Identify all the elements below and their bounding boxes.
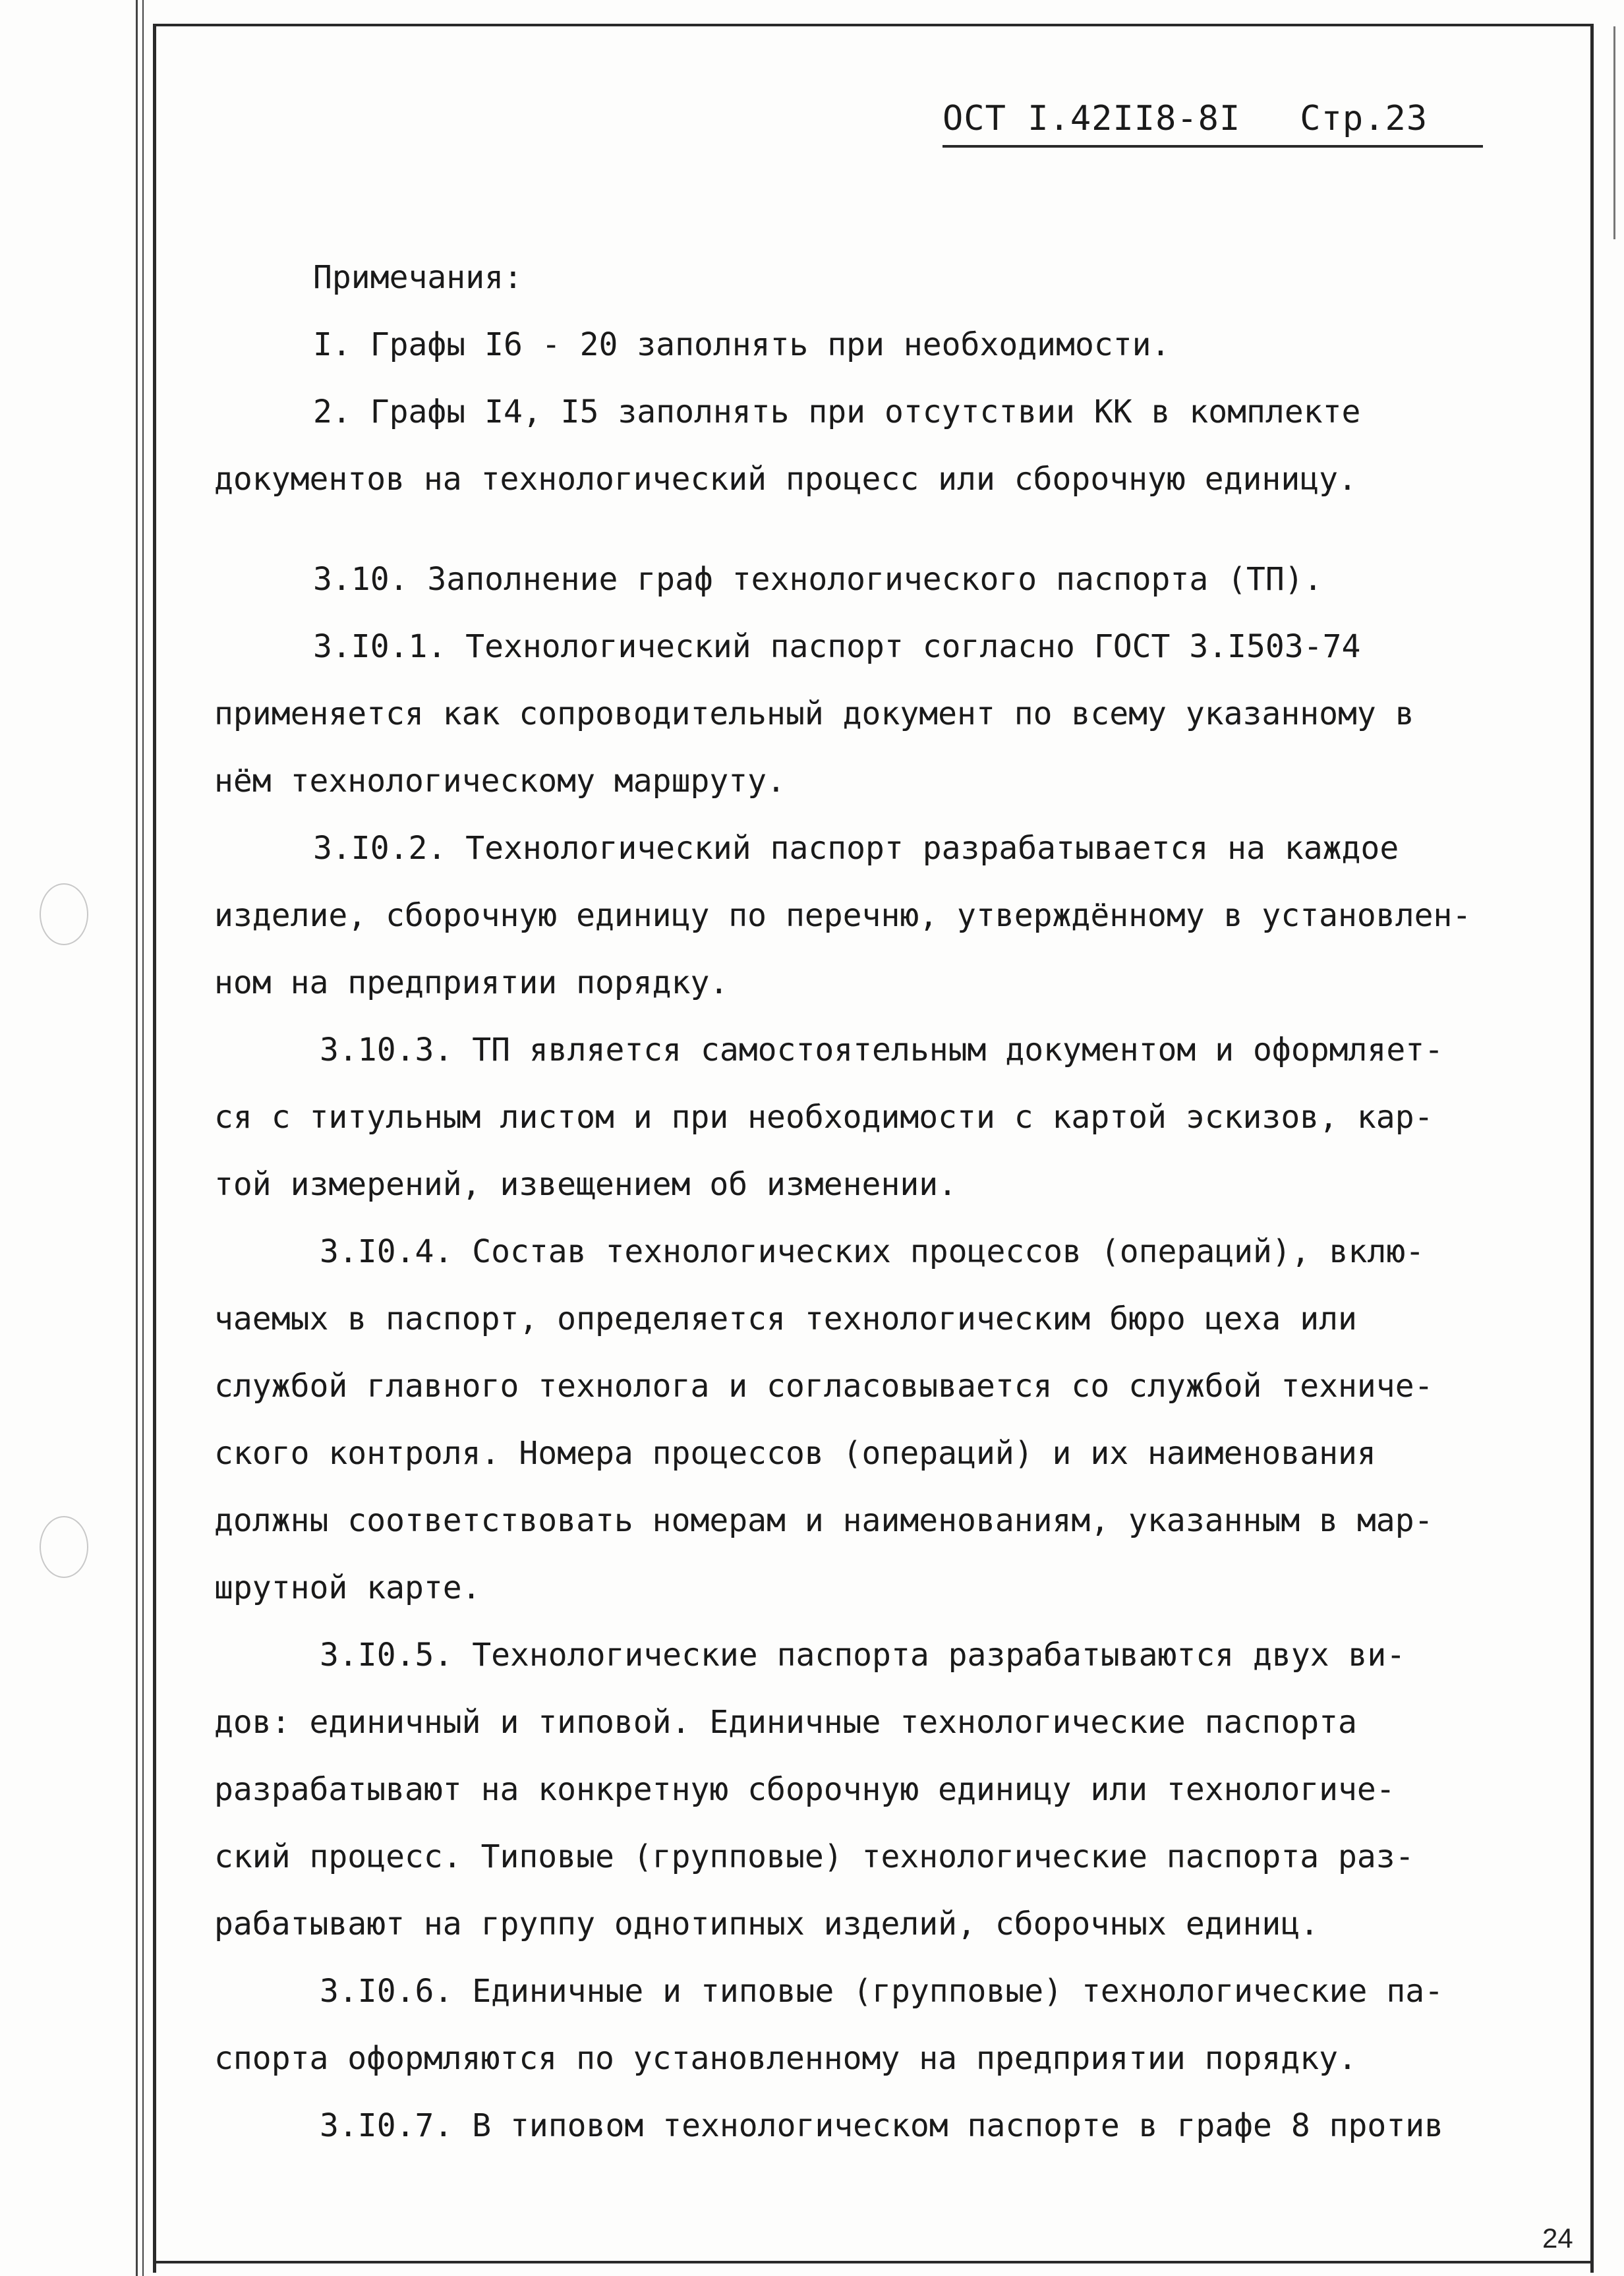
scan-page-number: 24 xyxy=(1542,2223,1573,2254)
paragraph-line: 3.I0.4. Состав технологических процессов (операций), вклю- xyxy=(320,1233,1425,1270)
paragraph-line: ном на предприятии порядку. xyxy=(214,964,729,1001)
paragraph-line: ся с титульным листом и при необходимости с картой эскизов, кар- xyxy=(214,1099,1434,1136)
note-1: I. Графы I6 - 20 заполнять при необходимости. xyxy=(313,326,1171,363)
notes-title: Примечания: xyxy=(313,259,523,296)
paragraph-line: рабатывают на группу однотипных изделий, сборочных единиц. xyxy=(214,1906,1320,1942)
paragraph-line: разрабатывают на конкретную сборочную единицу или технологиче- xyxy=(214,1771,1395,1808)
punch-hole-mark-lower xyxy=(40,1516,88,1578)
paragraph-line: 3.I0.2. Технологический паспорт разрабатывается на каждое xyxy=(313,830,1399,867)
note-2: 2. Графы I4, I5 заполнять при отсутствии КК в комплекте xyxy=(313,394,1361,430)
paragraph-line: спорта оформляются по установленному на предприятии порядку. xyxy=(214,2040,1357,2077)
page-header xyxy=(942,99,1483,148)
section-heading: 3.10. Заполнение граф технологического паспорта (ТП). xyxy=(313,561,1323,598)
paragraph-line: 3.I0.6. Единичные и типовые (групповые) технологические па- xyxy=(320,1973,1444,2010)
paragraph-line: 3.I0.1. Технологический паспорт согласно ГОСТ 3.I503-74 xyxy=(313,628,1361,665)
paragraph-line: должны соответствовать номерам и наименованиям, указанным в мар- xyxy=(214,1502,1434,1539)
paragraph-line: применяется как сопроводительный документ по всему указанному в xyxy=(214,695,1414,732)
binding-line-right xyxy=(1613,26,1615,239)
binding-line-outer xyxy=(136,0,138,2276)
punch-hole-mark-upper xyxy=(40,883,88,945)
page-label: Стр.23 xyxy=(1300,99,1428,138)
paragraph-line: той измерений, извещением об изменении. xyxy=(214,1166,958,1203)
paragraph-line: изделие, сборочную единицу по перечню, утверждённому в установлен- xyxy=(214,897,1472,934)
paragraph-line: 3.I0.7. В типовом технологическом паспорте в графе 8 против xyxy=(320,2107,1444,2144)
paragraph-line: ский процесс. Типовые (групповые) технологические паспорта раз- xyxy=(214,1838,1414,1875)
paragraph-line: дов: единичный и типовой. Единичные технологические паспорта xyxy=(214,1704,1357,1741)
paragraph-line: 3.I0.5. Технологические паспорта разрабатываются двух ви- xyxy=(320,1637,1406,1674)
paragraph-line: нём технологическому маршруту. xyxy=(214,763,786,800)
paragraph-spacer xyxy=(214,513,1532,546)
paragraph-line: службой главного технолога и согласовывается со службой техниче- xyxy=(214,1368,1434,1405)
binding-line-inner xyxy=(142,0,144,2276)
standard-code: ОСТ I.42II8-8I xyxy=(942,99,1241,138)
page-frame-bottom xyxy=(153,2261,1594,2263)
paragraph-line: чаемых в паспорт, определяется технологическим бюро цеха или xyxy=(214,1300,1357,1337)
note-2-continued: документов на технологический процесс или сборочную единицу. xyxy=(214,461,1357,498)
paragraph-line: 3.10.3. ТП является самостоятельным документом и оформляет- xyxy=(320,1032,1444,1068)
document-body xyxy=(214,244,1532,2159)
paragraph-line: шрутной карте. xyxy=(214,1569,481,1606)
paragraph-line: ского контроля. Номера процессов (операций) и их наименования xyxy=(214,1435,1376,1472)
